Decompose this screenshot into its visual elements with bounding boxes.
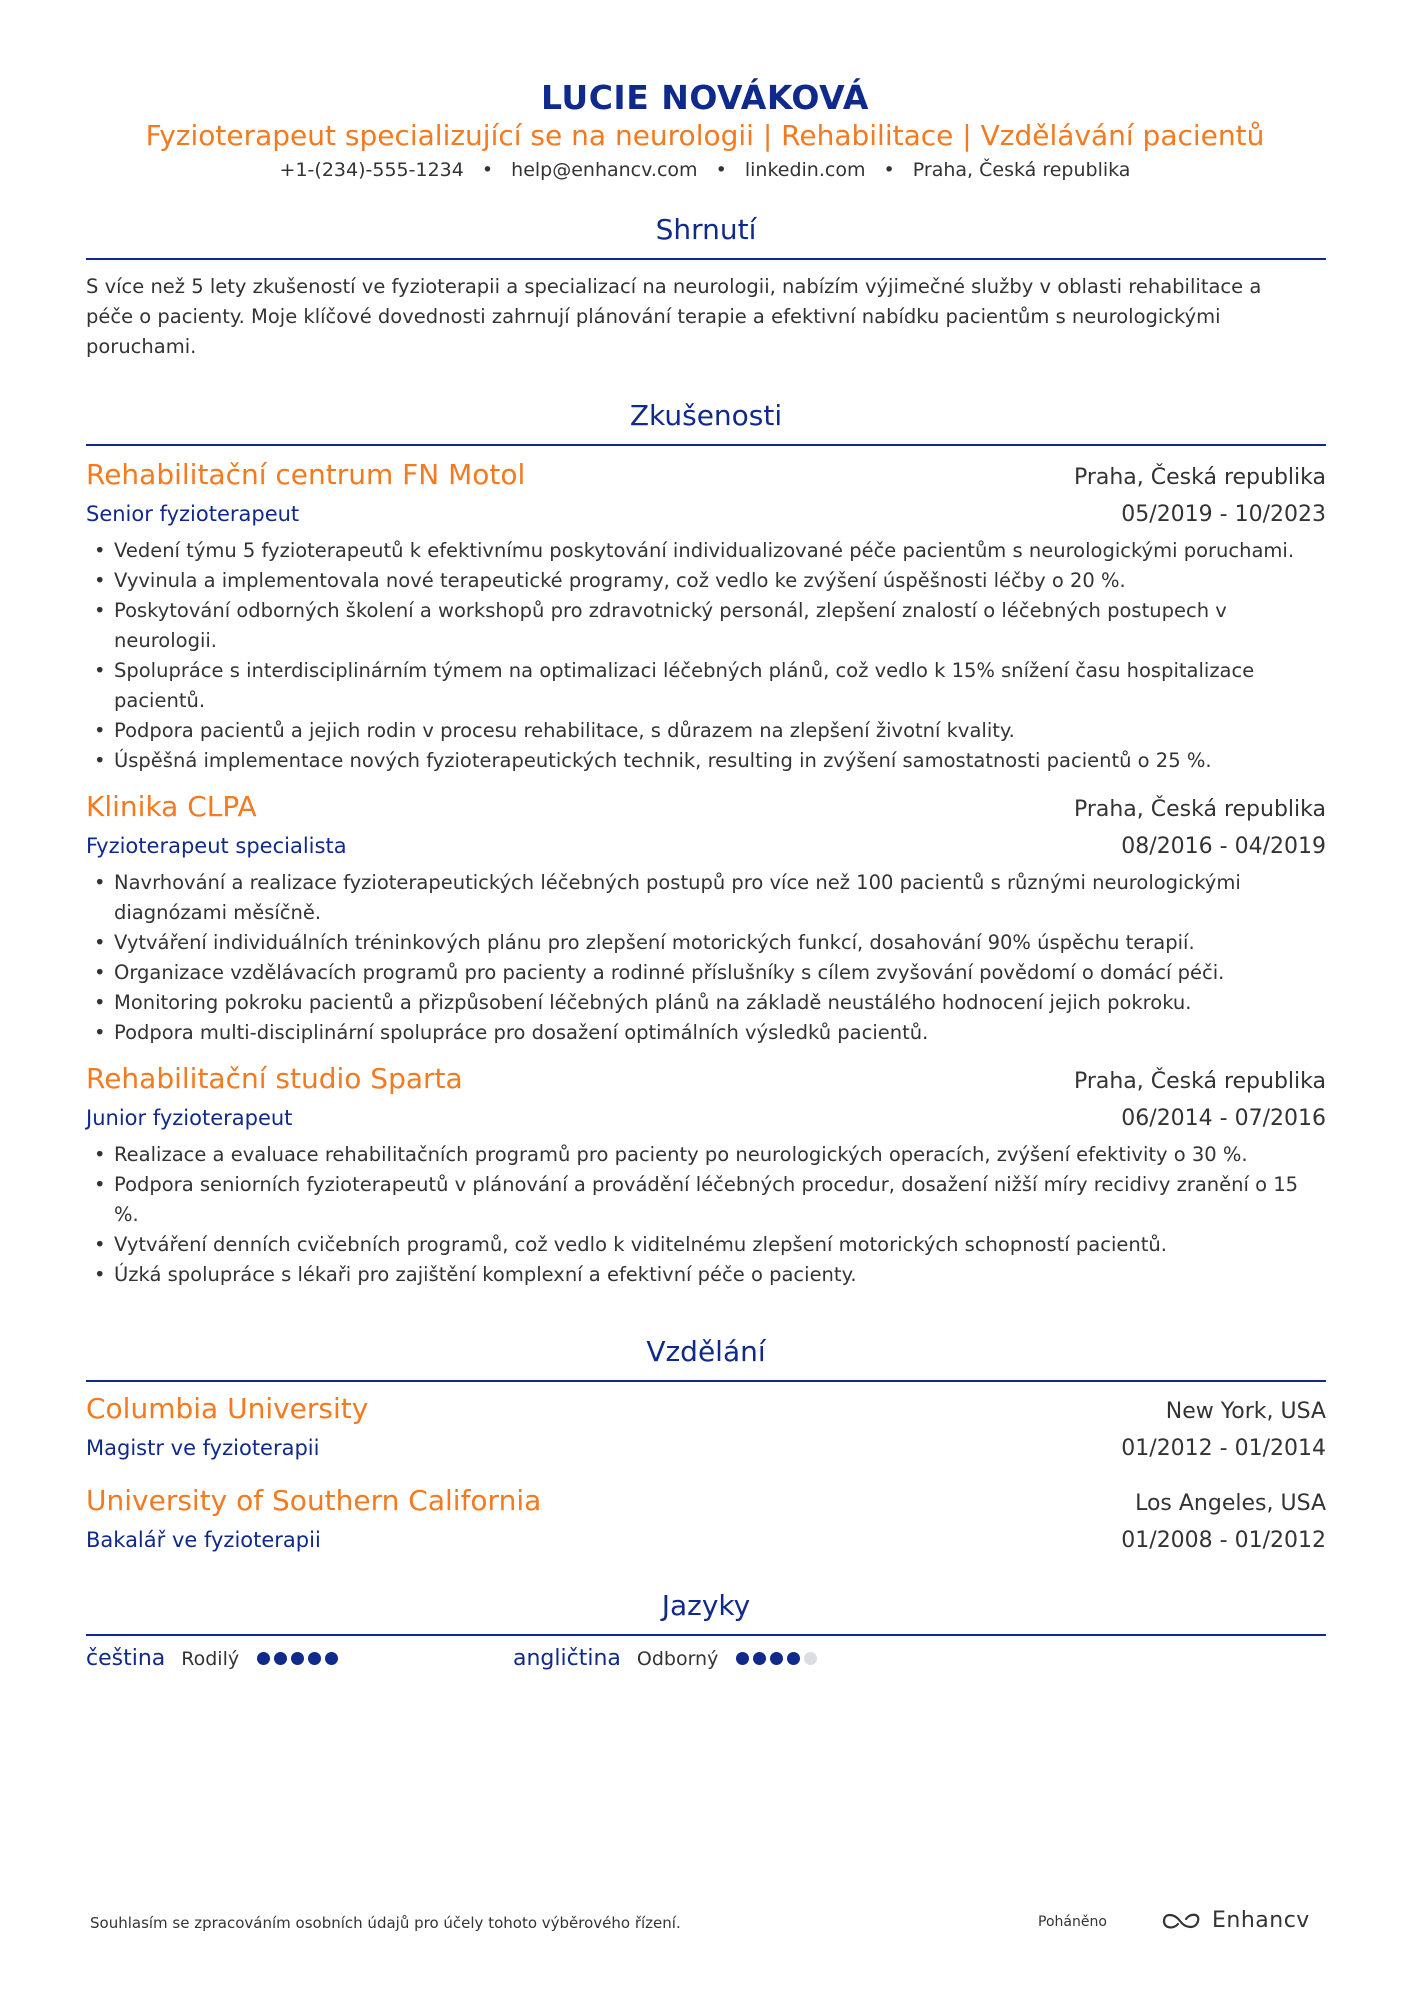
separator: • (715, 159, 727, 181)
job-role: Junior fyzioterapeut (86, 1106, 293, 1130)
education-dates: 01/2008 - 01/2012 (1121, 1528, 1326, 1553)
rating-dot-filled (753, 1652, 766, 1665)
language-rating (736, 1652, 821, 1665)
experience-section (86, 398, 1326, 1290)
language-name: čeština (86, 1646, 166, 1671)
job-location: Praha, Česká republika (1073, 797, 1326, 822)
job-bullets (86, 868, 1326, 1048)
school-location: Los Angeles, USA (1135, 1491, 1326, 1516)
rating-dot-filled (291, 1652, 304, 1665)
company-name: Rehabilitační centrum FN Motol (86, 458, 526, 491)
divider (86, 1634, 1326, 1636)
degree: Bakalář ve fyzioterapii (86, 1528, 321, 1552)
separator: • (883, 159, 895, 181)
school-name: Columbia University (86, 1392, 369, 1425)
section-title: Jazyky (661, 1589, 751, 1622)
education-section (86, 1334, 1326, 1558)
job-bullets (86, 1140, 1326, 1290)
summary-section (86, 212, 1326, 362)
linkedin[interactable]: linkedin.com (744, 159, 866, 181)
degree: Magistr ve fyzioterapii (86, 1436, 320, 1460)
company-name: Rehabilitační studio Sparta (86, 1062, 463, 1095)
education-dates: 01/2012 - 01/2014 (1121, 1436, 1326, 1461)
rating-dot-filled (736, 1652, 749, 1665)
rating-dot-filled (257, 1652, 270, 1665)
job-role: Fyzioterapeut specialista (86, 834, 347, 858)
bullet-item: • Vytváření denních cvičebních programů, což vedlo k viditelnému zlepšení motorických schopností pacientů. (114, 1230, 1326, 1260)
bullet-item: • Navrhování a realizace fyzioterapeutických léčebných postupů pro více než 100 pacientů s různými neurologickými diagnózami měsíčně. (114, 868, 1326, 928)
powered-by-label: Poháněno (1038, 1914, 1107, 1930)
languages-section (86, 1588, 1326, 1671)
bullet-item: • Podpora seniorních fyzioterapeutů v plánování a provádění léčebných procedur, dosažení nižší míry recidivy zranění o 15 %. (114, 1170, 1326, 1230)
bullet-item: • Organizace vzdělávacích programů pro pacienty a rodinné příslušníky s cílem zvyšování povědomí o domácí péči. (114, 958, 1326, 988)
divider (86, 444, 1326, 446)
job-dates: 06/2014 - 07/2016 (1121, 1106, 1326, 1131)
section-title: Vzdělání (646, 1335, 766, 1368)
language-item (513, 1646, 940, 1671)
job-dates: 08/2016 - 04/2019 (1121, 834, 1326, 859)
education-entry (86, 1390, 1326, 1466)
candidate-name: LUCIE NOVÁKOVÁ (541, 78, 869, 117)
language-level: Rodilý (181, 1647, 240, 1670)
bullet-item: • Podpora multi-disciplinární spolupráce pro dosažení optimálních výsledků pacientů. (114, 1018, 1326, 1048)
language-rating (257, 1652, 342, 1665)
divider (86, 258, 1326, 260)
rating-dot-filled (325, 1652, 338, 1665)
bullet-item: • Úspěšná implementace nových fyzioterapeutických technik, resulting in zvýšení samostatnosti pacientů o 25 %. (114, 746, 1326, 776)
bullet-item: • Realizace a evaluace rehabilitačních programů pro pacienty po neurologických operacích, zvýšení efektivity o 30 %. (114, 1140, 1326, 1170)
divider (86, 1380, 1326, 1382)
rating-dot-filled (274, 1652, 287, 1665)
consent-text: Souhlasím se zpracováním osobních údajů pro účely tohoto výběrového řízení. (90, 1914, 681, 1932)
language-item (86, 1646, 513, 1671)
phone: +1-(234)-555-1234 (279, 159, 464, 181)
bullet-item: • Vyvinula a implementovala nové terapeutické programy, což vedlo ke zvýšení úspěšnosti léčby o 20 %. (114, 566, 1326, 596)
job-location: Praha, Česká republika (1073, 1069, 1326, 1094)
rating-dot-filled (787, 1652, 800, 1665)
company-name: Klinika CLPA (86, 790, 257, 823)
footer (90, 1908, 1320, 1938)
rating-dot-filled (308, 1652, 321, 1665)
contact-line (0, 156, 1410, 184)
job-location: Praha, Česká republika (1073, 465, 1326, 490)
job-bullets (86, 536, 1326, 776)
bullet-item: • Podpora pacientů a jejich rodin v procesu rehabilitace, s důrazem na zlepšení životní kvality. (114, 716, 1326, 746)
bullet-item: • Vedení týmu 5 fyzioterapeutů k efektivnímu poskytování individualizované péče pacientům s neurologickými poruchami. (114, 536, 1326, 566)
language-level: Odborný (636, 1647, 719, 1670)
language-name: angličtina (513, 1646, 621, 1671)
brand-name: Enhancv (1212, 1908, 1310, 1933)
bullet-item: • Spolupráce s interdisciplinárním týmem na optimalizaci léčebných plánů, což vedlo k 15% snížení času hospitalizace pacientů. (114, 656, 1326, 716)
bullet-item: • Poskytování odborných školení a workshopů pro zdravotnický personál, zlepšení znalostí o léčebných postupech v neurologii. (114, 596, 1326, 656)
section-title: Shrnutí (655, 213, 757, 246)
rating-dot-empty (804, 1652, 817, 1665)
candidate-title: Fyzioterapeut specializující se na neurologii | Rehabilitace | Vzdělávání pacientů (145, 119, 1265, 152)
school-location: New York, USA (1165, 1399, 1326, 1424)
resume-header (0, 0, 1410, 184)
bullet-item: • Vytváření individuálních tréninkových plánu pro zlepšení motorických funkcí, dosahování 90% úspěchu terapií. (114, 928, 1326, 958)
enhancv-logo-icon (1160, 1909, 1204, 1933)
section-title: Zkušenosti (629, 399, 783, 432)
languages-list (86, 1646, 1326, 1671)
rating-dot-filled (770, 1652, 783, 1665)
brand-logo[interactable] (1160, 1908, 1310, 1933)
job-dates: 05/2019 - 10/2023 (1121, 502, 1326, 527)
separator: • (481, 159, 494, 181)
email[interactable]: help@enhancv.com (511, 159, 698, 181)
bullet-item: • Úzká spolupráce s lékaři pro zajištění komplexní a efektivní péče o pacienty. (114, 1260, 1326, 1290)
summary-text: S více než 5 lety zkušeností ve fyzioterapii a specializací na neurologii, nabízím výjimečné služby v oblasti rehabilitace a péče o pacienty. Moje klíčové dovednosti zahrnují plánování terapie a efektivní nabídku pacientům s neurologickými poruchami. (86, 275, 1262, 358)
education-entry (86, 1482, 1326, 1558)
bullet-item: • Monitoring pokroku pacientů a přizpůsobení léčebných plánů na základě neustálého hodnocení jejich pokroku. (114, 988, 1326, 1018)
job-entry (86, 456, 1326, 776)
job-entry (86, 1060, 1326, 1290)
location: Praha, Česká republika (912, 159, 1131, 181)
job-role: Senior fyzioterapeut (86, 502, 300, 526)
school-name: University of Southern California (86, 1484, 542, 1517)
job-entry (86, 788, 1326, 1048)
